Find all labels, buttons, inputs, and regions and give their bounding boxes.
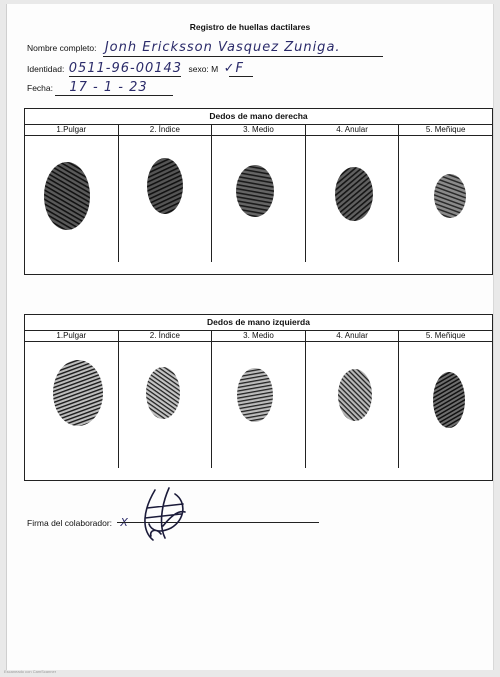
form-page	[6, 4, 494, 670]
date-row	[27, 80, 148, 95]
right-hand-heading: Dedos de mano derecha	[25, 109, 492, 125]
right-middle-fingerprint	[234, 163, 276, 219]
right-little-cell	[399, 136, 492, 262]
left-middle-cell	[212, 342, 305, 468]
sex-mark: ✓F	[223, 61, 244, 76]
left-middle-label: 3. Medio	[212, 331, 305, 342]
right-little-label: 5. Meñique	[399, 125, 492, 136]
left-little-fingerprint	[431, 370, 467, 430]
right-middle-label: 3. Medio	[212, 125, 305, 136]
left-little-cell	[399, 342, 492, 468]
right-index-column	[119, 125, 213, 262]
right-ring-column	[306, 125, 400, 262]
right-index-fingerprint	[145, 156, 185, 216]
right-little-column	[399, 125, 492, 262]
left-index-column	[119, 331, 213, 468]
scanner-footer: Escaneado con CamScanner	[4, 669, 57, 674]
right-little-fingerprint	[432, 172, 468, 220]
right-ring-cell	[306, 136, 399, 262]
signature-scribble	[135, 486, 191, 544]
left-ring-cell	[306, 342, 399, 468]
right-hand-section	[24, 108, 493, 275]
right-thumb-cell	[25, 136, 118, 262]
sex-label: sexo: M	[188, 64, 219, 74]
signature-x-mark: X	[120, 516, 129, 529]
name-underline	[103, 56, 383, 57]
date-value: 17 - 1 - 23	[69, 80, 148, 95]
date-underline	[55, 95, 173, 96]
name-row	[27, 40, 341, 55]
left-index-fingerprint	[144, 365, 182, 421]
left-ring-fingerprint	[336, 367, 374, 423]
right-hand-columns	[25, 125, 492, 262]
left-hand-section	[24, 314, 493, 481]
right-thumb-fingerprint	[42, 160, 92, 232]
date-label: Fecha:	[27, 83, 53, 93]
name-value: Jonh Ericksson Vasquez Zuniga.	[104, 40, 341, 55]
left-little-column	[399, 331, 492, 468]
right-thumb-label: 1.Pulgar	[25, 125, 118, 136]
left-thumb-fingerprint	[51, 358, 105, 428]
left-thumb-cell	[25, 342, 118, 468]
left-ring-label: 4. Anular	[306, 331, 399, 342]
right-index-label: 2. Índice	[119, 125, 212, 136]
right-thumb-column	[25, 125, 119, 262]
id-underline	[69, 76, 181, 77]
left-little-label: 5. Meñique	[399, 331, 492, 342]
name-label: Nombre completo:	[27, 43, 97, 53]
id-row	[27, 61, 244, 76]
signature-row	[27, 516, 129, 529]
id-value: 0511-96-00143	[68, 61, 183, 76]
left-ring-column	[306, 331, 400, 468]
right-index-cell	[119, 136, 212, 262]
left-middle-column	[212, 331, 306, 468]
left-hand-heading: Dedos de mano izquierda	[25, 315, 492, 331]
left-middle-fingerprint	[235, 366, 275, 424]
signature-label: Firma del colaborador:	[27, 518, 113, 528]
left-thumb-label: 1.Pulgar	[25, 331, 118, 342]
left-thumb-column	[25, 331, 119, 468]
left-hand-columns	[25, 331, 492, 468]
right-middle-column	[212, 125, 306, 262]
id-label: Identidad:	[27, 64, 65, 74]
right-ring-label: 4. Anular	[306, 125, 399, 136]
sex-underline	[229, 76, 253, 77]
right-ring-fingerprint	[333, 165, 375, 223]
form-title: Registro de huellas dactilares	[189, 22, 311, 32]
left-index-cell	[119, 342, 212, 468]
right-middle-cell	[212, 136, 305, 262]
left-index-label: 2. Índice	[119, 331, 212, 342]
